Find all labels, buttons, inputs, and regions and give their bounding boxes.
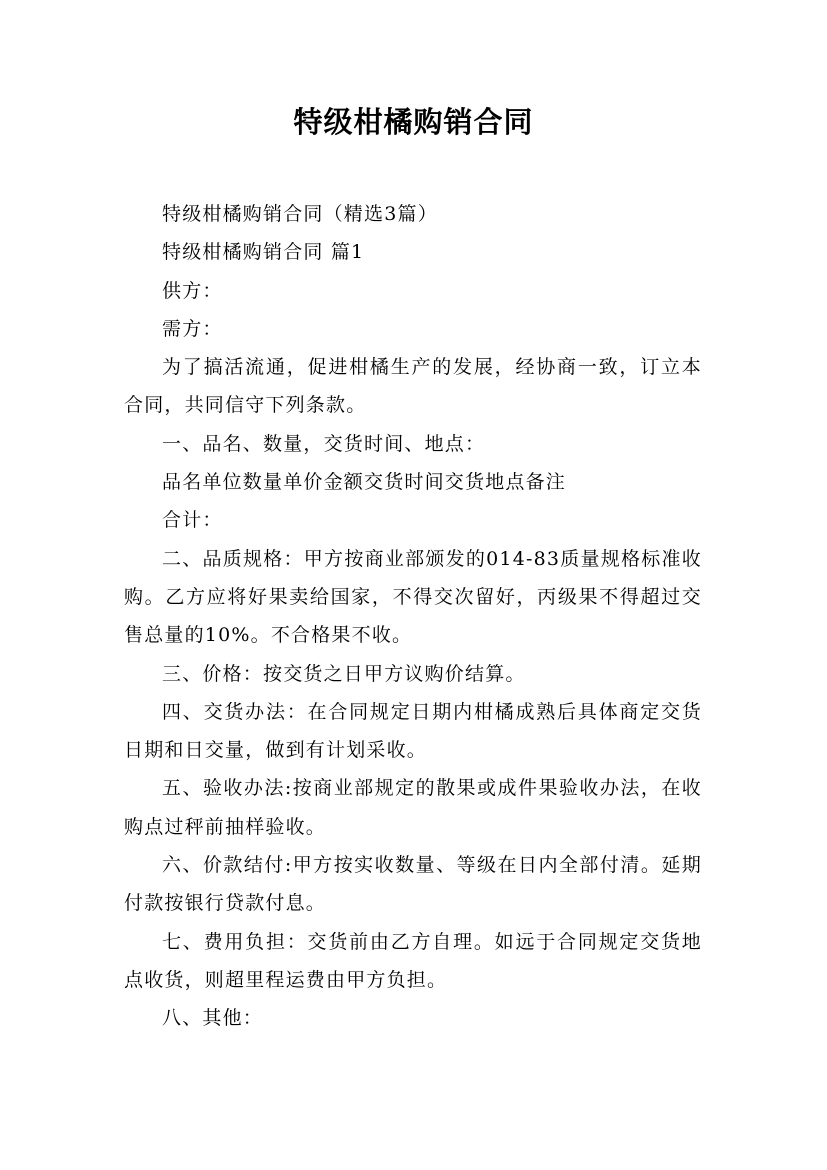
paragraph-clause-3: 三、价格：按交货之日甲方议购价结算。 <box>162 662 526 685</box>
paragraph-clause-5: 五、验收办法:按商业部规定的散果或成件果验收办法，在收购点过秤前抽样验收。 <box>124 777 702 838</box>
paragraph-clause-1: 一、品名、数量，交货时间、地点： <box>162 432 486 455</box>
document-body <box>124 195 702 1038</box>
paragraph-preamble: 为了搞活流通，促进柑橘生产的发展，经协商一致，订立本合同，共同信守下列条款。 <box>124 356 702 417</box>
paragraph-total: 合计： <box>162 509 223 532</box>
paragraph-clause-2: 二、品质规格：甲方按商业部颁发的014-83质量规格标准收购。乙方应将好果卖给国家，不得交次留好，丙级果不得超过交售总量的10%。不合格果不收。 <box>124 547 702 647</box>
document-title: 特级柑橘购销合同 <box>293 105 534 139</box>
paragraph-clause-6: 六、价款结付:甲方按实收数量、等级在日内全部付清。延期付款按银行贷款付息。 <box>124 854 702 915</box>
paragraph-clause-8: 八、其他： <box>162 1007 264 1030</box>
paragraph-clause-4: 四、交货办法：在合同规定日期内柑橘成熟后具体商定交货日期和日交量，做到有计划采收。 <box>124 700 702 762</box>
paragraph-clause-7: 七、费用负担：交货前由乙方自理。如远于合同规定交货地点收货，则超里程运费由甲方负担。 <box>124 930 702 991</box>
paragraph-subtitle: 特级柑橘购销合同（精选3篇） <box>162 203 438 225</box>
paragraph-supplier: 供方： <box>162 279 223 302</box>
paragraph-buyer: 需方： <box>162 317 223 340</box>
paragraph-section-heading: 特级柑橘购销合同 篇1 <box>162 241 365 264</box>
paragraph-table-header: 品名单位数量单价金额交货时间交货地点备注 <box>162 471 567 494</box>
